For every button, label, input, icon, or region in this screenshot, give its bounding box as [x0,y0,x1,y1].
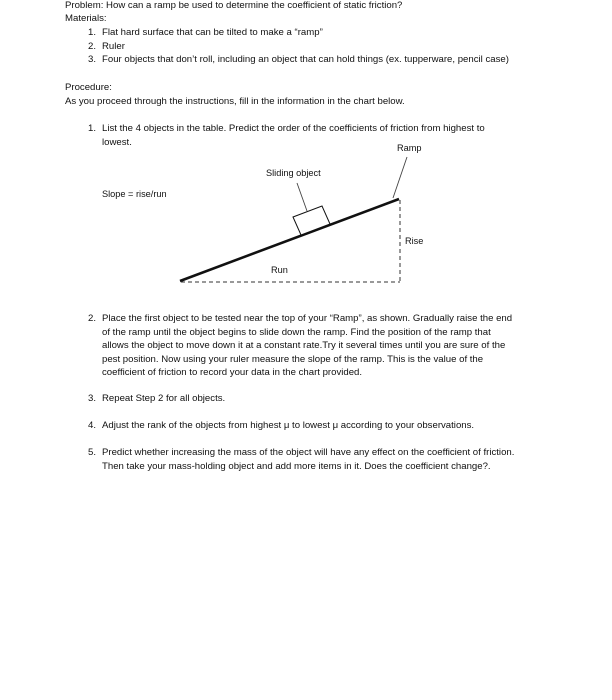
list-text: Four objects that don’t roll, including an object that can hold things (ex. tupperware, pencil case) [102,54,509,65]
list-text: Ruler [102,41,125,52]
step-line: lowest. [102,136,132,148]
step-line: allows the object to move down it at a constant rate.Try it several times until you are sure of the [102,340,506,352]
step-line: List the 4 objects in the table. Predict the order of the coefficients of friction from highest to [102,123,485,134]
list-number: 3. [87,54,96,65]
list-number: 5. [87,447,96,458]
step-text [102,392,550,406]
problem-statement: Problem: How can a ramp be used to determine the coefficient of static friction? [65,0,403,11]
materials-heading: Materials: [65,13,107,24]
list-number: 2. [87,313,96,324]
step-line: Predict whether increasing the mass of the object will have any effect on the coefficient of friction. [102,447,515,458]
step-line: coefficient of friction to record your data in the chart provided. [102,367,363,379]
list-number: 4. [87,420,96,431]
ramp-pointer [393,157,407,198]
step-text [102,419,550,433]
rise-label: Rise [405,236,424,246]
list-number: 2. [87,41,96,52]
list-number: 1. [87,27,96,38]
list-text: Flat hard surface that can be tilted to make a “ramp” [102,27,323,38]
step-text [102,446,550,473]
step-line: Repeat Step 2 for all objects. [102,393,226,404]
step-text [102,312,550,380]
slope-formula: Slope = rise/run [102,189,167,199]
step-line: of the ramp until the object begins to slide down the ramp. Find the position of the ramp that [102,326,491,338]
procedure-intro: As you proceed through the instructions, fill in the information in the chart below. [65,96,405,107]
step-line: pest position. Now using your ruler measure the slope of the ramp. This is the value of the [102,353,484,365]
step-line: Adjust the rank of the objects from highest μ to lowest μ according to your observations. [102,420,475,431]
step-line: Place the first object to be tested near the top of your “Ramp”, as shown. Gradually raise the end [102,313,513,324]
ramp-line [180,199,399,281]
procedure-heading: Procedure: [65,82,112,93]
step-line: Then take your mass-holding object and add more items in it. Does the coefficient change?. [102,460,491,472]
list-number: 1. [87,123,96,134]
list-number: 3. [87,393,96,404]
sliding-object-box [293,206,330,235]
ramp-label: Ramp [397,143,422,153]
run-label: Run [271,265,288,275]
sliding-object-label: Sliding object [266,168,321,178]
sliding-object-pointer [297,183,307,211]
